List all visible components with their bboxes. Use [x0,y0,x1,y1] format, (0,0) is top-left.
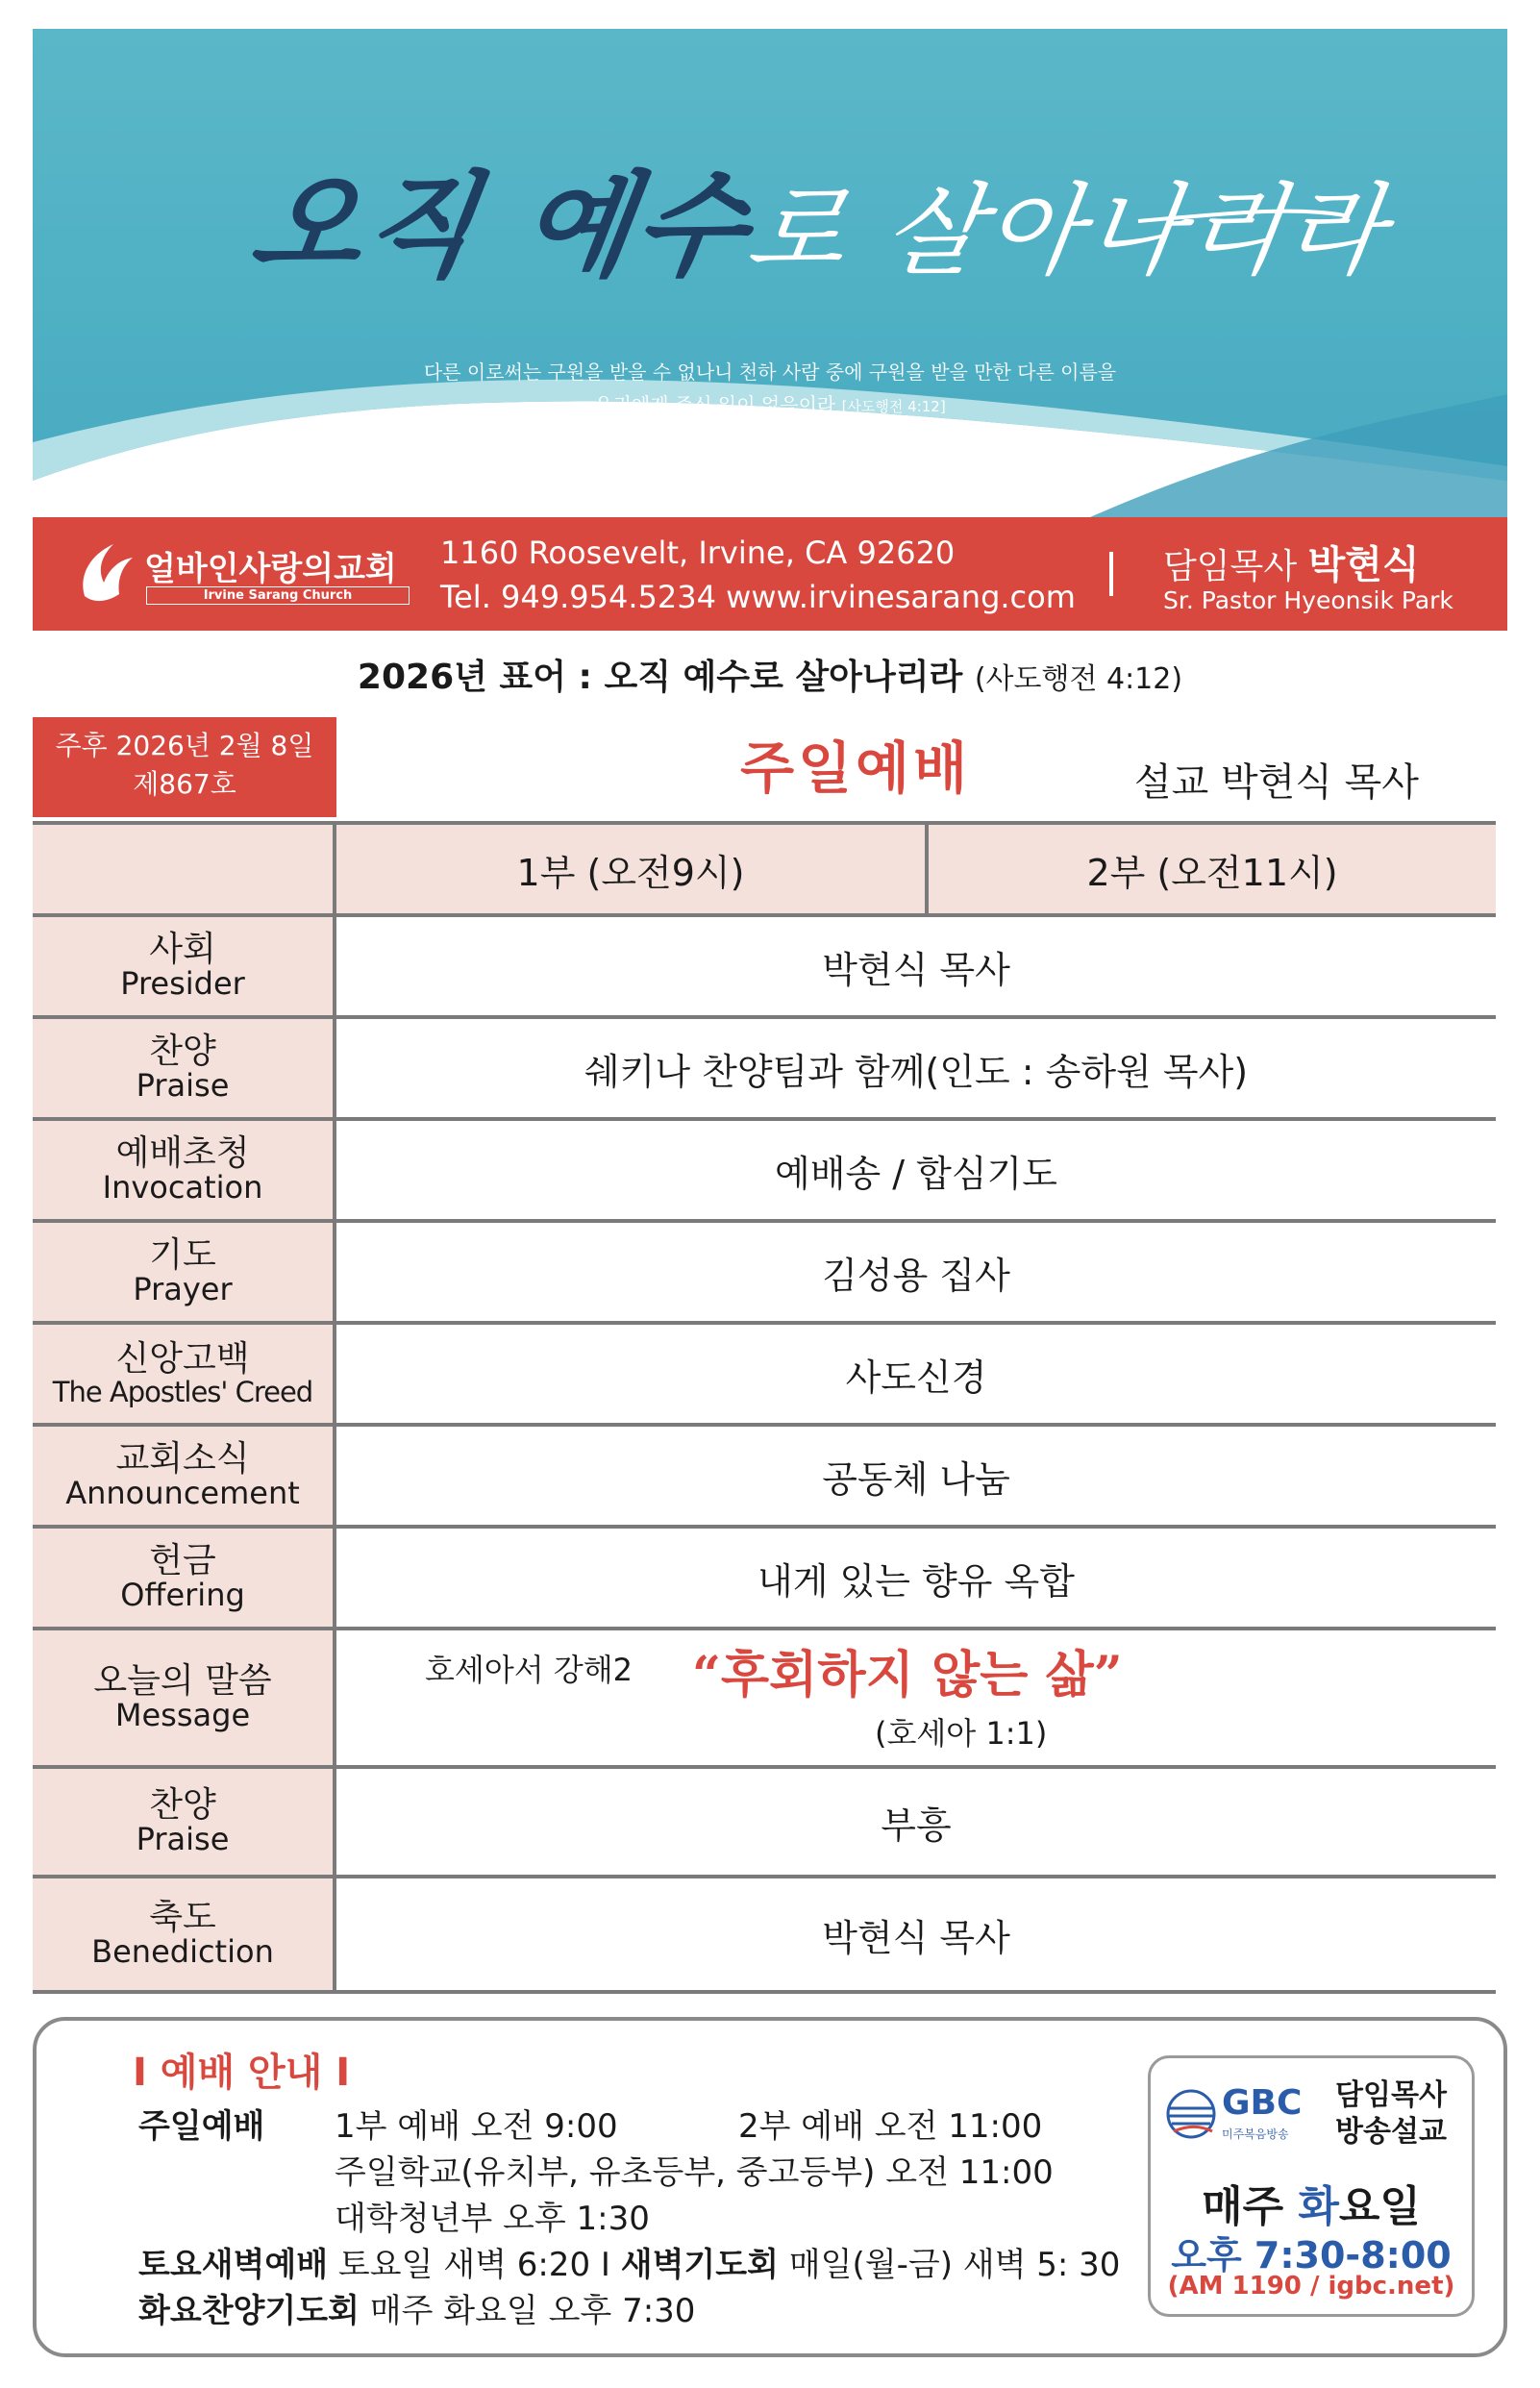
row-value: 예배송 / 합심기도 [775,1152,1057,1195]
row-label: 찬양 Praise [33,1019,336,1117]
row-value: 내게 있는 향유 옥합 [758,1559,1075,1603]
church-name: 얼바인사랑의교회 [144,550,397,588]
date-badge: 주후 2026년 2월 8일 제867호 [33,717,336,817]
col-second-service: 2부 (오전11시) [1086,851,1338,894]
banner-title: 오직 예수로 살아나리라 [242,159,1396,292]
row-label: 축도 Benediction [33,1878,336,1990]
gbc-time: 오후 7:30-8:00 [1171,2234,1452,2276]
gbc-logo: GBC 미주복음방송 [1164,2083,1308,2151]
table-row [33,1878,1496,1994]
sermon-scripture: (호세아 1:1) [875,1715,1048,1752]
row-value: 공동체 나눔 [822,1457,1010,1501]
church-info-bar [33,517,1507,631]
table-row [33,1769,1496,1878]
gbc-radio[interactable]: (AM 1190 / igbc.net) [1167,2272,1455,2301]
sermon-title: “후회하지 않는 삶” [692,1646,1123,1704]
table-row [33,917,1496,1019]
header-cells [336,825,1496,913]
message-cell [336,1630,1496,1765]
church-name-en: Irvine Sarang Church [146,586,410,605]
gbc-pastor-label: 담임목사 방송설교 [1335,2078,1447,2149]
header-empty-cell [33,825,336,913]
sunday-school: 주일학교(유치부, 유초등부, 중고등부) 오전 11:00 [335,2153,1054,2192]
globe-icon [1164,2087,1218,2141]
row-value: 박현식 목사 [822,1916,1010,1959]
info-heading: I 예배 안내 I [133,2051,351,2095]
church-logo-icon [75,538,137,608]
row-value: 박현식 목사 [822,948,1010,991]
sermon-series: 호세아서 강해2 [425,1652,633,1688]
preacher: 설교 박현식 목사 [1134,760,1419,805]
hero-banner [33,29,1507,517]
table-row [33,1223,1496,1325]
saturday-dawn: 토요새벽예배 토요일 새벽 6:20 I 새벽기도회 매일(월-금) 새벽 5: 30 [138,2246,1121,2284]
table-row [33,1325,1496,1427]
row-label: 교회소식 Announcement [33,1427,336,1525]
bar-divider [1109,552,1113,596]
col-first-service: 1부 (오전9시) [516,851,745,894]
row-label: 오늘의 말씀 Message [33,1630,336,1765]
church-contact[interactable]: Tel. 949.954.5234 www.irvinesarang.com [440,579,1076,615]
youth-service: 대학청년부 오후 1:30 [335,2200,650,2238]
banner-verse: 다른 이로써는 구원을 받을 수 없나니 천하 사람 중에 구원을 받을 만한 다른 이름을 우리에게 주신 일이 없음이라 [사도행전 4:12] [423,361,1117,416]
row-value: 부흥 [881,1803,952,1847]
year-theme: 2026년 표어 : 오직 예수로 살아나리라 (사도행전 4:12) [357,658,1183,697]
senior-pastor-en: Sr. Pastor Hyeonsik Park [1163,586,1453,614]
row-value: 김성용 집사 [822,1254,1010,1297]
sunday-second: 2부 예배 오전 11:00 [738,2107,1043,2146]
tuesday-prayer: 화요찬양기도회 매주 화요일 오후 7:30 [138,2292,696,2330]
row-label: 신앙고백 The Apostles' Creed [33,1325,336,1423]
worship-info-box [33,2017,1507,2357]
row-label: 찬양 Praise [33,1769,336,1875]
sunday-label: 주일예배 [138,2107,265,2146]
service-title: 주일예배 [740,735,972,801]
church-address: 1160 Roosevelt, Irvine, CA 92620 [440,535,956,571]
table-header-row [33,821,1496,917]
row-label: 사회 Presider [33,917,336,1015]
gbc-weekly: 매주 화요일 [1202,2182,1421,2231]
row-label: 헌금 Offering [33,1529,336,1627]
row-value: 쉐키나 찬양팀과 함께(인도 : 송하원 목사) [584,1050,1249,1093]
senior-pastor: 담임목사 박현식 [1163,543,1420,587]
row-label: 기도 Prayer [33,1223,336,1321]
gbc-broadcast-card [1148,2055,1475,2317]
table-row-message [33,1630,1496,1769]
table-row [33,1529,1496,1630]
table-row [33,1121,1496,1223]
row-value: 사도신경 [845,1356,987,1399]
table-row [33,1427,1496,1529]
row-label: 예배초청 Invocation [33,1121,336,1219]
sunday-first: 1부 예배 오전 9:00 [335,2107,618,2146]
table-row [33,1019,1496,1121]
